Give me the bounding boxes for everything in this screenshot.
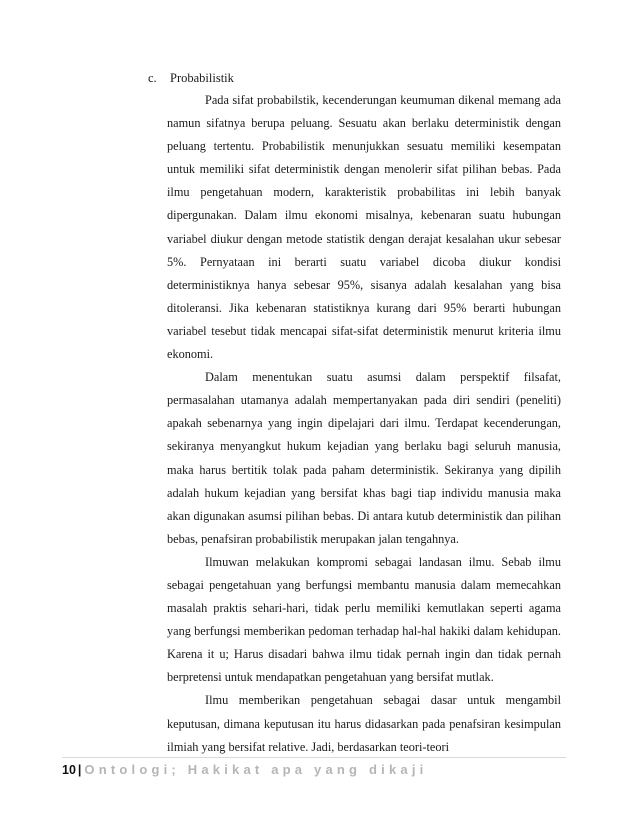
- footer-separator: |: [77, 763, 82, 777]
- paragraph-1: Pada sifat probabilstik, kecenderungan keumuman dikenal memang ada namun sifatnya berupa peluang. Sesuatu akan berlaku deterministik dengan peluang tertentu. Probabilistik menunjukkan sesuatu memiliki kesempatan untuk memiliki sifat deterministik dengan menolerir sifat pilihan bebas. Pada ilmu pengetahuan modern, karakteristik probabilitas ini lebih banyak dipergunakan. Dalam ilmu ekonomi misalnya, kebenaran suatu hubungan variabel diukur dengan metode statistik dengan derajat kesalahan ukur sebesar 5%. Pernyataan ini berarti suatu variabel dicoba diukur kondisi deterministiknya hanya sebesar 95%, sisanya adalah kesalahan yang bisa ditoleransi. Jika kebenaran statistiknya kurang dari 95% berarti hubungan variabel tesebut tidak mencapai sifat-sifat deterministik menurut kriteria ilmu ekonomi.: [167, 93, 561, 362]
- page-number: 10: [62, 763, 76, 777]
- running-title: Ontologi; Hakikat apa yang dikaji: [84, 762, 428, 777]
- page-footer: [62, 757, 566, 777]
- paragraph-3: Ilmuwan melakukan kompromi sebagai landasan ilmu. Sebab ilmu sebagai pengetahuan yang berfungsi membantu manusia dalam memecahkan masalah praktis sehari-hari, tidak perlu memiliki kemutlakan seperti agama yang berfungsi memberikan pedoman terhadap hal-hal hakiki dalam kehidupan. Karena it u; Harus disadari bahwa ilmu tidak pernah ingin dan tidak pernah berpretensi untuk mendapatkan pengetahuan yang bersifat mutlak.: [167, 554, 561, 685]
- section-heading: [148, 71, 234, 86]
- footer-line: [62, 761, 427, 779]
- body-text: [167, 89, 561, 759]
- section-letter: c.: [148, 71, 157, 85]
- paragraph-2: Dalam menentukan suatu asumsi dalam perspektif filsafat, permasalahan utamanya adalah mempertanyakan pada diri sendiri (peneliti) apakah sebenarnya yang ingin dipelajari dari ilmu. Terdapat kecenderungan, sekiranya menyangkut hukum kejadian yang berlaku bagi seluruh manusia, maka harus bertitik tolak pada paham deterministik. Sekiranya yang dipilih adalah hukum kejadian yang bersifat khas bagi tiap individu manusia maka akan digunakan asumsi pilihan bebas. Di antara kutub deterministik dan pilihan bebas, penafsiran probabilistik merupakan jalan tengahnya.: [167, 370, 561, 546]
- paragraph-4: Ilmu memberikan pengetahuan sebagai dasar untuk mengambil keputusan, dimana keputusan itu harus didasarkan pada penafsiran kesimpulan ilmiah yang bersifat relative. Jadi, berdasarkan teori-teori: [167, 693, 561, 754]
- section-title: Probabilistik: [170, 71, 234, 85]
